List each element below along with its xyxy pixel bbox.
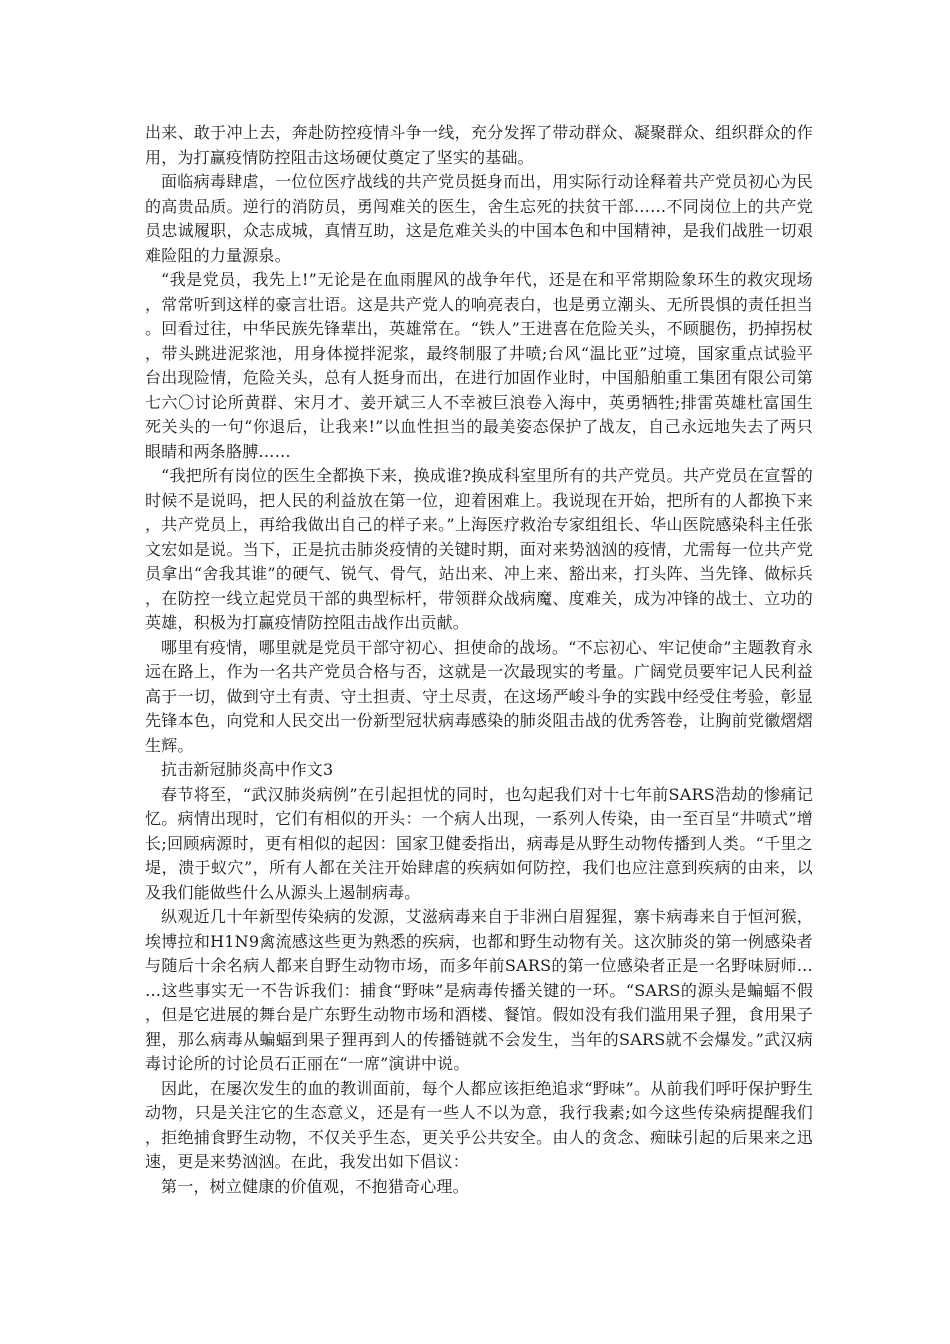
paragraph: 第一，树立健康的价值观，不抱猎奇心理。 — [161, 1176, 469, 1196]
document-body — [145, 121, 813, 1199]
paragraph: “我是党员，我先上!”无论是在血雨腥风的战争年代，还是在和平常期险象环生的救灾现场，常常听到这样的豪言壮语。这是共产党人的响亮表白，也是勇立潮头、无所畏惧的责任担当。回看过往，中华民族先锋辈出，英雄常在。“铁人”王进喜在危险关头，不顾腿伤，扔掉拐杖，带头跳进泥浆池，用身体搅拌泥浆，最终制服了井喷;台风“温比亚”过境，国家重点试验平台出现险情，危险关头，总有人挺身而出，在进行加固作业时，中国船舶重工集团有限公司第七六〇讨论所黄群、宋月才、姜开斌三人不幸被巨浪卷入海中，英勇牺牲;排雷英雄杜富国生死关头的一句“你退后，让我来!”以血性担当的最美姿态保护了战友，自己永远地失去了两只眼睛和两条胳膊…… — [145, 270, 813, 461]
paragraph: 因此，在屡次发生的血的教训面前，每个人都应该拒绝追求“野味”。从前我们呼吁保护野生动物，只是关注它的生态意义，还是有一些人不以为意，我行我素;如今这些传染病提醒我们，拒绝捕食野生动物，不仅关乎生态，更关乎公共安全。由人的贪念、痴昧引起的后果来之迅速，更是来势汹汹。在此，我发出如下倡议： — [145, 1078, 813, 1171]
paragraph: 出来、敢于冲上去，奔赴防控疫情斗争一线，充分发挥了带动群众、凝聚群众、组织群众的作用，为打赢疫情防控阻击这场硬仗奠定了坚实的基础。 — [145, 123, 813, 167]
paragraph: 春节将至，“武汉肺炎病例”在引起担忧的同时，也勾起我们对十七年前SARS浩劫的惨痛记忆。病情出现时，它们有相似的开头：一个病人出现，一系列人传染，由一至百呈“井喷式”增长;回顾病源时，更有相似的起因：国家卫健委指出，病毒是从野生动物传播到人类。“千里之堤，溃于蚁穴”，所有人都在关注开始肆虐的疾病如何防控，我们也应注意到疾病的由来，以及我们能做些什么从源头上遏制病毒。 — [145, 784, 813, 902]
section-heading: 抗击新冠肺炎高中作文3 — [161, 760, 334, 779]
paragraph: 面临病毒肆虐，一位位医疗战线的共产党员挺身而出，用实际行动诠释着共产党员初心为民的高贵品质。逆行的消防员，勇闯难关的医生，舍生忘死的扶贫干部……不同岗位上的共产党员忠诚履职，众志成城，真情互助，这是危难关头的中国本色和中国精神，是我们战胜一切艰难险阻的力量源泉。 — [145, 172, 813, 265]
paragraph: 纵观近几十年新型传染病的发源，艾滋病毒来自于非洲白眉猩猩，寨卡病毒来自于恒河猴，埃博拉和H1N9禽流感这些更为熟悉的疾病，也都和野生动物有关。这次肺炎的第一例感染者与随后十余名病人都来自野生动物市场，而多年前SARS的第一位感染者正是一名野味厨师……这些事实无一不告诉我们：捕食“野味”是病毒传播关键的一环。“SARS的源头是蝙蝠不假，但是它进展的舞台是广东野生动物市场和酒楼、餐馆。假如没有我们滥用果子狸，食用果子狸，那么病毒从蝙蝠到果子狸再到人的传播链就不会发生，当年的SARS就不会爆发。”武汉病毒讨论所的讨论员石正丽在“一席”演讲中说。 — [145, 907, 813, 1073]
paragraph: 哪里有疫情，哪里就是党员干部守初心、担使命的战场。“不忘初心、牢记使命”主题教育永远在路上，作为一名共产党员合格与否，这就是一次最现实的考量。广阔党员要牢记人民利益高于一切，做到守土有责、守土担责、守土尽责，在这场严峻斗争的实践中经受住考验，彰显先锋本色，向党和人民交出一份新型冠状病毒感染的肺炎阻击战的优秀答卷，让胸前党徽熠熠生辉。 — [145, 637, 813, 755]
paragraph: “我把所有岗位的医生全都换下来，换成谁?换成科室里所有的共产党员。共产党员在宣誓的时候不是说吗，把人民的利益放在第一位，迎着困难上。我说现在开始，把所有的人都换下来，共产党员上，再给我做出自己的样子来。”上海医疗救治专家组组长、华山医院感染科主任张文宏如是说。当下，正是抗击肺炎疫情的关键时期，面对来势汹汹的疫情，尤需每一位共产党员拿出“舍我其谁”的硬气、锐气、骨气，站出来、冲上来、豁出来，打头阵、当先锋、做标兵，在防控一线立起党员干部的典型标杆，带领群众战病魔、度难关，成为冲锋的战士、立功的英雄，积极为打赢疫情防控阻击战作出贡献。 — [145, 466, 813, 632]
